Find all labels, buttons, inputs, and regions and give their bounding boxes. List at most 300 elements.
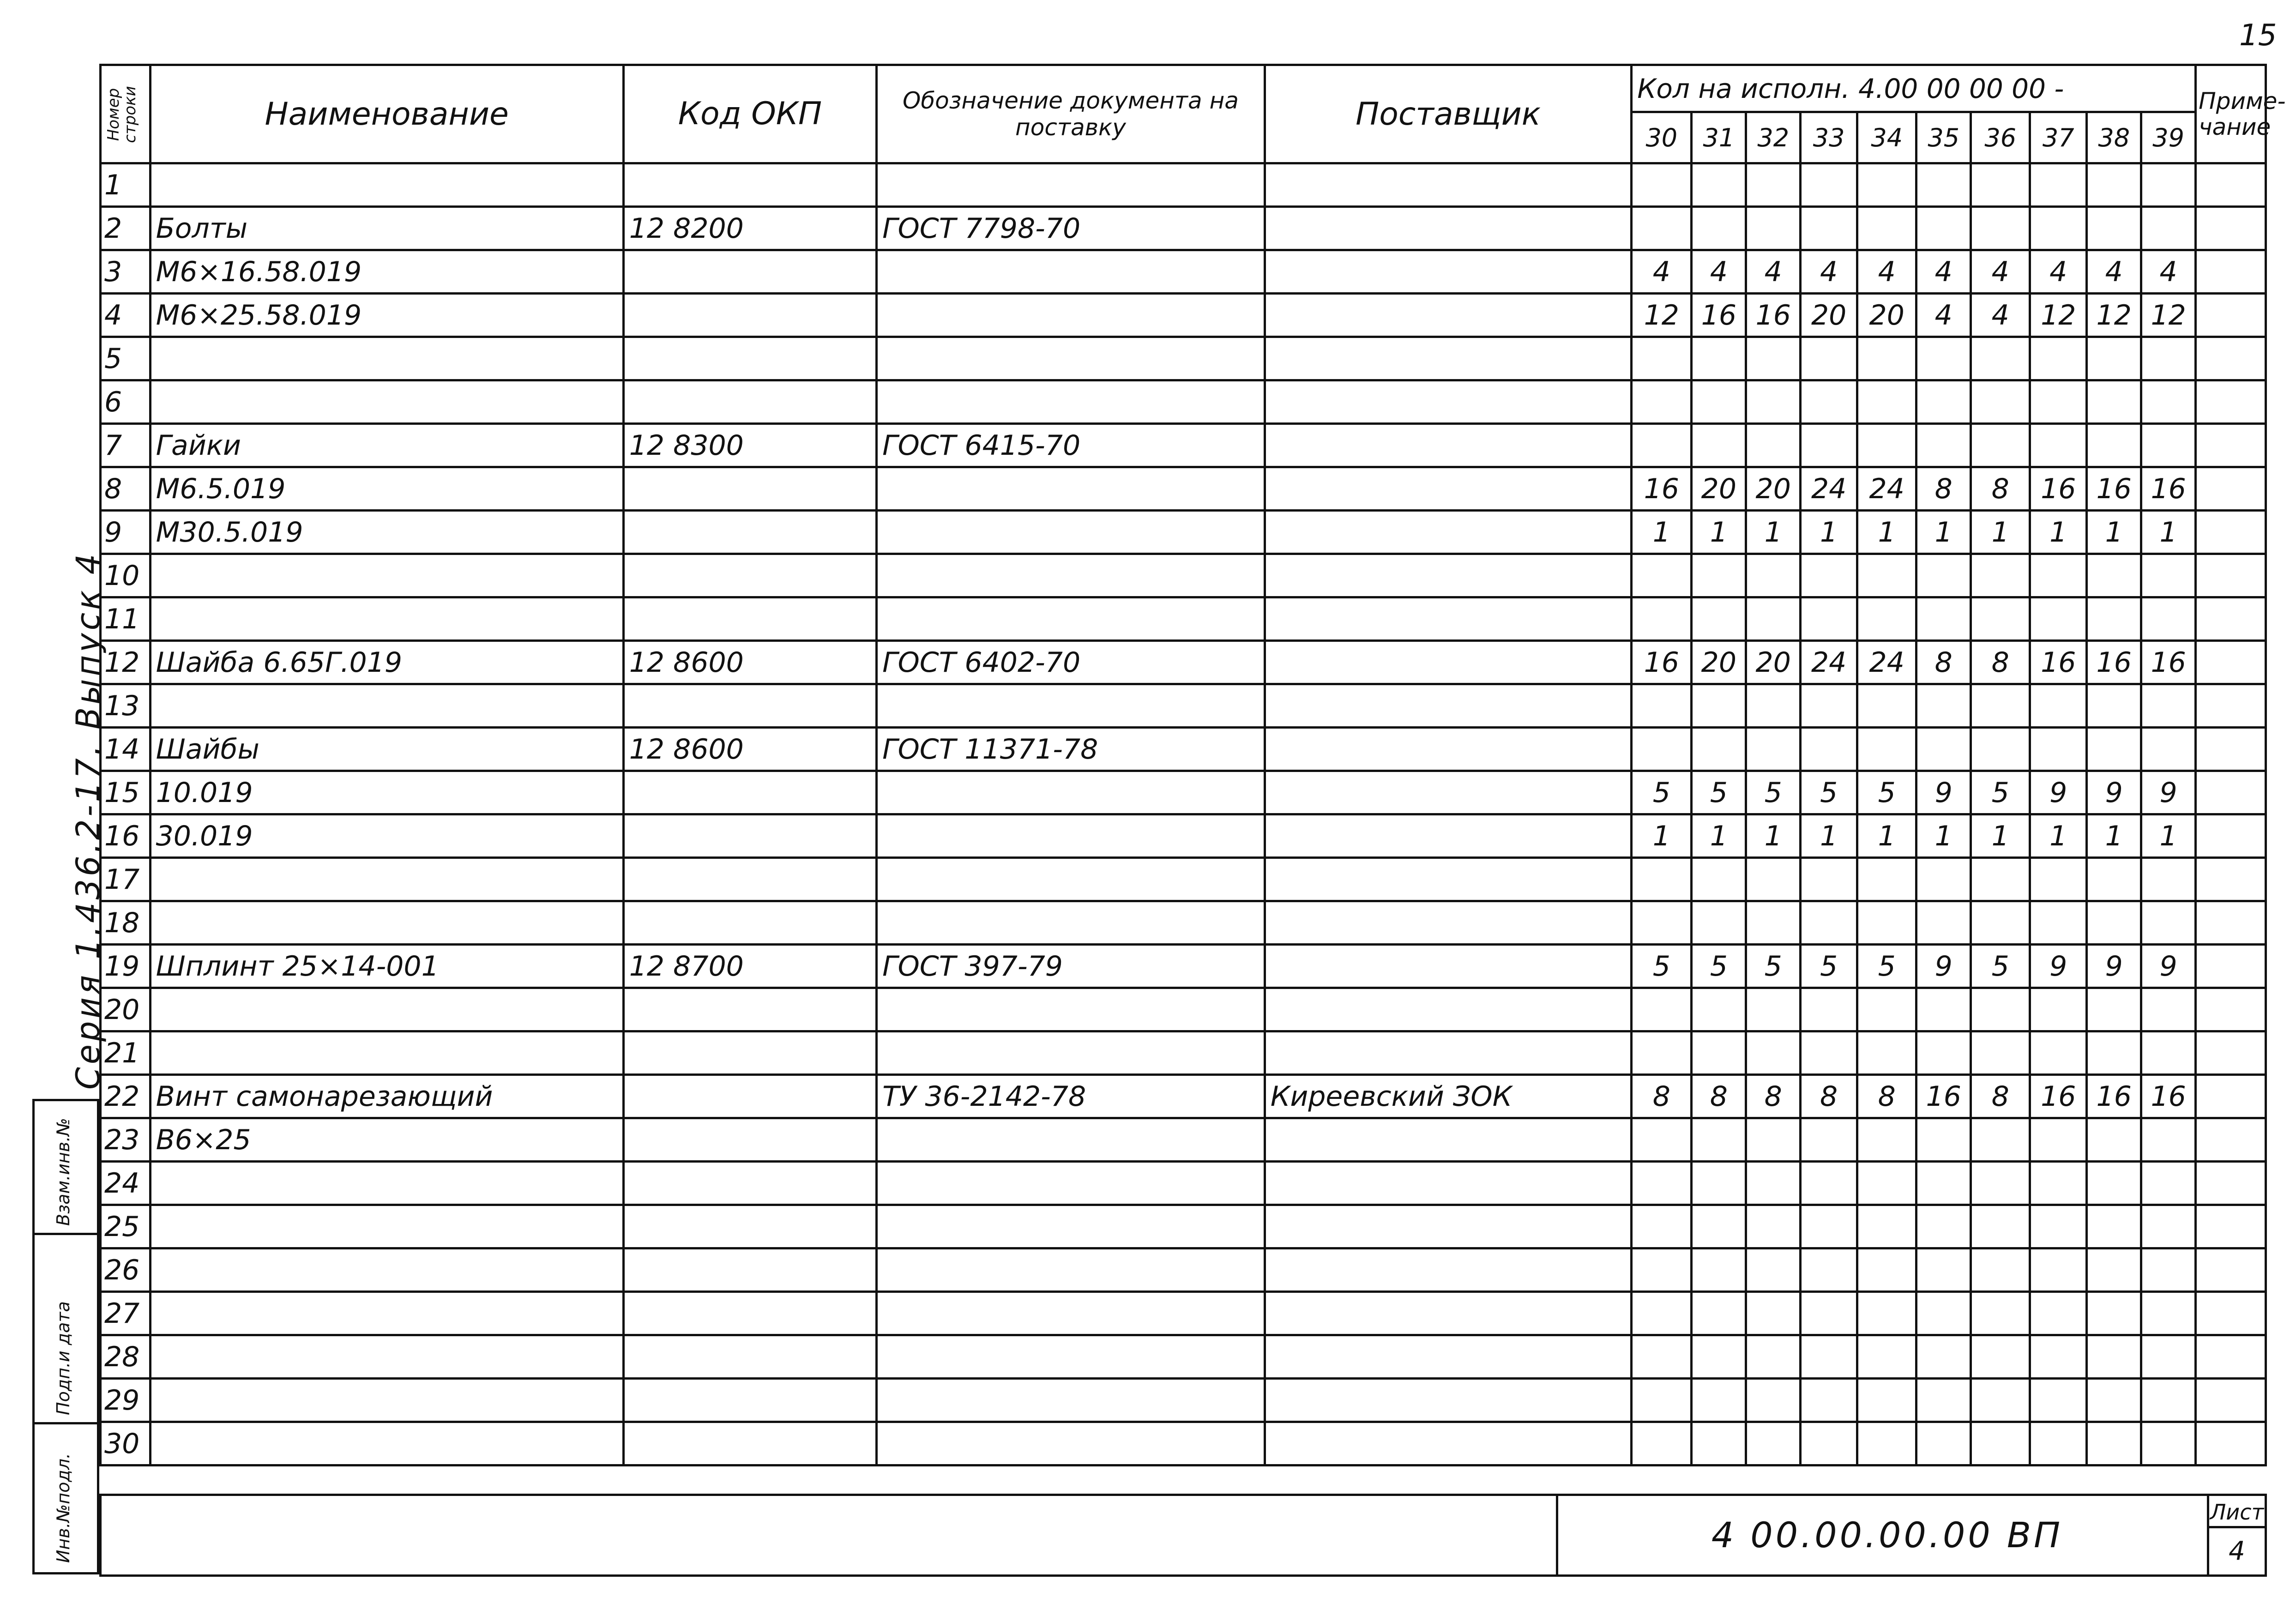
qty-cell <box>2087 337 2141 380</box>
qty-cell <box>2087 424 2141 467</box>
qty-cell <box>2087 1031 2141 1075</box>
qty-cell: 1 <box>1746 814 1801 858</box>
qty-cell <box>1801 424 1857 467</box>
code-cell <box>623 1031 876 1075</box>
qty-cell: 1 <box>1746 511 1801 554</box>
header-variant: 37 <box>2030 112 2087 163</box>
row-number-cell: 23 <box>101 1118 151 1162</box>
qty-cell: 16 <box>2141 1075 2196 1118</box>
qty-cell <box>2087 1292 2141 1335</box>
header-variant: 30 <box>1632 112 1692 163</box>
qty-cell <box>1857 424 1916 467</box>
qty-cell <box>1746 1292 1801 1335</box>
row-number-cell: 14 <box>101 728 151 771</box>
doc-cell <box>877 294 1265 337</box>
qty-cell: 16 <box>2141 641 2196 684</box>
name-cell: Гайки <box>150 424 623 467</box>
qty-cell: 5 <box>1971 945 2030 988</box>
table-row <box>101 684 2266 728</box>
qty-cell: 1 <box>2141 814 2196 858</box>
qty-cell <box>1801 901 1857 945</box>
qty-cell <box>1692 597 1746 641</box>
row-number-cell: 6 <box>101 380 151 424</box>
qty-cell: 8 <box>1692 1075 1746 1118</box>
qty-cell <box>2030 207 2087 250</box>
code-cell <box>623 294 876 337</box>
qty-cell <box>1857 901 1916 945</box>
qty-cell <box>1632 424 1692 467</box>
specification-table <box>99 64 2286 1466</box>
qty-cell <box>1971 858 2030 901</box>
qty-cell <box>2030 424 2087 467</box>
qty-cell <box>1857 1248 1916 1292</box>
qty-cell <box>1632 1248 1692 1292</box>
doc-cell <box>877 337 1265 380</box>
table-row <box>101 1335 2266 1379</box>
row-number-cell: 17 <box>101 858 151 901</box>
qty-cell: 4 <box>2141 250 2196 294</box>
qty-cell <box>2141 207 2196 250</box>
qty-cell <box>1632 207 1692 250</box>
qty-cell <box>2141 554 2196 597</box>
qty-cell: 9 <box>2141 771 2196 814</box>
table-row <box>101 814 2266 858</box>
qty-cell: 24 <box>1857 467 1916 511</box>
qty-cell: 1 <box>1692 511 1746 554</box>
qty-cell <box>1971 380 2030 424</box>
qty-cell: 5 <box>1801 945 1857 988</box>
stamp-cell-inventory <box>35 1424 97 1572</box>
doc-cell <box>877 1031 1265 1075</box>
qty-cell <box>1801 1031 1857 1075</box>
qty-cell: 16 <box>1632 467 1692 511</box>
qty-cell <box>2087 1422 2141 1465</box>
qty-cell <box>1971 901 2030 945</box>
qty-cell <box>2087 1335 2141 1379</box>
qty-cell <box>1971 554 2030 597</box>
qty-cell: 8 <box>1971 641 2030 684</box>
header-code: Код ОКП <box>623 65 876 163</box>
qty-cell: 4 <box>1971 294 2030 337</box>
qty-cell: 8 <box>1971 1075 2030 1118</box>
name-cell <box>150 1422 623 1465</box>
qty-cell <box>1801 597 1857 641</box>
qty-cell: 24 <box>1857 641 1916 684</box>
doc-cell <box>877 858 1265 901</box>
qty-cell: 16 <box>2087 467 2141 511</box>
table-row <box>101 511 2266 554</box>
qty-cell <box>1746 858 1801 901</box>
qty-cell <box>1916 163 1971 207</box>
qty-cell <box>1801 988 1857 1031</box>
row-number-cell: 10 <box>101 554 151 597</box>
header-variant: 33 <box>1801 112 1857 163</box>
code-cell <box>623 684 876 728</box>
note-cell <box>2196 250 2266 294</box>
supplier-cell <box>1265 988 1631 1031</box>
doc-cell <box>877 1162 1265 1205</box>
qty-cell <box>1692 858 1746 901</box>
qty-cell <box>1632 728 1692 771</box>
qty-cell: 1 <box>1971 814 2030 858</box>
qty-cell <box>1692 728 1746 771</box>
qty-cell <box>1971 1422 2030 1465</box>
qty-cell <box>1801 207 1857 250</box>
qty-cell: 1 <box>2087 511 2141 554</box>
qty-cell <box>1971 207 2030 250</box>
doc-cell <box>877 1248 1265 1292</box>
qty-cell: 9 <box>2087 945 2141 988</box>
qty-cell <box>2087 163 2141 207</box>
qty-cell <box>1692 901 1746 945</box>
qty-cell <box>1916 1335 1971 1379</box>
row-number-cell: 28 <box>101 1335 151 1379</box>
qty-cell: 16 <box>2087 641 2141 684</box>
code-cell <box>623 511 876 554</box>
table-row <box>101 1248 2266 1292</box>
table-row <box>101 1031 2266 1075</box>
qty-cell <box>2030 1248 2087 1292</box>
qty-cell: 20 <box>1801 294 1857 337</box>
note-cell <box>2196 858 2266 901</box>
qty-cell <box>1746 207 1801 250</box>
name-cell: Шайбы <box>150 728 623 771</box>
supplier-cell: Киреевский ЗОК <box>1265 1075 1631 1118</box>
name-cell: М30.5.019 <box>150 511 623 554</box>
qty-cell <box>1857 858 1916 901</box>
qty-cell <box>1801 1335 1857 1379</box>
qty-cell: 9 <box>2141 945 2196 988</box>
stamp-replacement-label: Взам.инв.№ <box>53 1118 73 1226</box>
qty-cell <box>1916 728 1971 771</box>
name-cell <box>150 684 623 728</box>
qty-cell: 8 <box>1801 1075 1857 1118</box>
qty-cell <box>1746 597 1801 641</box>
qty-cell <box>1746 554 1801 597</box>
name-cell: 30.019 <box>150 814 623 858</box>
qty-cell <box>1801 163 1857 207</box>
stamp-signature-label: Подп.и дата <box>53 1301 73 1415</box>
qty-cell <box>1857 1335 1916 1379</box>
qty-cell <box>1632 1118 1692 1162</box>
qty-cell <box>1632 1379 1692 1422</box>
table-row <box>101 554 2266 597</box>
qty-cell <box>2141 597 2196 641</box>
qty-cell: 16 <box>1632 641 1692 684</box>
doc-cell <box>877 771 1265 814</box>
note-cell <box>2196 424 2266 467</box>
note-cell <box>2196 597 2266 641</box>
qty-cell <box>1916 1031 1971 1075</box>
qty-cell: 4 <box>1857 250 1916 294</box>
supplier-cell <box>1265 1031 1631 1075</box>
note-cell <box>2196 728 2266 771</box>
qty-cell <box>2087 1162 2141 1205</box>
qty-cell <box>1916 988 1971 1031</box>
table-row <box>101 294 2266 337</box>
code-cell <box>623 1292 876 1335</box>
code-cell <box>623 1162 876 1205</box>
note-cell <box>2196 511 2266 554</box>
code-cell <box>623 901 876 945</box>
table-row <box>101 597 2266 641</box>
qty-cell <box>2141 1379 2196 1422</box>
qty-cell <box>1857 728 1916 771</box>
qty-cell: 4 <box>1801 250 1857 294</box>
header-qty-title: Кол на исполн. 4.00 00 00 00 - <box>1632 65 2196 112</box>
qty-cell: 8 <box>1916 641 1971 684</box>
qty-cell <box>1971 1292 2030 1335</box>
doc-cell <box>877 597 1265 641</box>
row-number-cell: 15 <box>101 771 151 814</box>
supplier-cell <box>1265 1118 1631 1162</box>
note-cell <box>2196 684 2266 728</box>
qty-cell <box>1692 1422 1746 1465</box>
qty-cell <box>1971 1379 2030 1422</box>
name-cell <box>150 554 623 597</box>
doc-cell <box>877 163 1265 207</box>
note-cell <box>2196 901 2266 945</box>
qty-cell <box>1692 1205 1746 1248</box>
qty-cell <box>1801 1205 1857 1248</box>
qty-cell: 12 <box>2087 294 2141 337</box>
note-cell <box>2196 1292 2266 1335</box>
qty-cell <box>1916 858 1971 901</box>
qty-cell <box>1971 424 2030 467</box>
qty-cell: 20 <box>1746 641 1801 684</box>
qty-cell <box>1632 1205 1692 1248</box>
row-number-cell: 2 <box>101 207 151 250</box>
row-number-cell: 22 <box>101 1075 151 1118</box>
supplier-cell <box>1265 1335 1631 1379</box>
table-row <box>101 250 2266 294</box>
qty-cell: 1 <box>1857 511 1916 554</box>
supplier-cell <box>1265 554 1631 597</box>
qty-cell <box>2087 554 2141 597</box>
qty-cell: 8 <box>1916 467 1971 511</box>
code-cell <box>623 337 876 380</box>
header-variant: 32 <box>1746 112 1801 163</box>
qty-cell <box>1692 1248 1746 1292</box>
name-cell: Винт самонарезающий <box>150 1075 623 1118</box>
qty-cell <box>1916 554 1971 597</box>
qty-cell: 16 <box>1746 294 1801 337</box>
qty-cell <box>1857 380 1916 424</box>
doc-cell: ТУ 36-2142-78 <box>877 1075 1265 1118</box>
qty-cell <box>1746 1379 1801 1422</box>
qty-cell <box>2087 901 2141 945</box>
qty-cell <box>2087 988 2141 1031</box>
qty-cell <box>1632 988 1692 1031</box>
supplier-cell <box>1265 467 1631 511</box>
code-cell <box>623 163 876 207</box>
table-row <box>101 1422 2266 1465</box>
qty-cell <box>1801 684 1857 728</box>
qty-cell <box>1857 207 1916 250</box>
qty-cell <box>1632 597 1692 641</box>
qty-cell <box>1632 1292 1692 1335</box>
qty-cell: 4 <box>1692 250 1746 294</box>
title-block <box>99 1494 2267 1577</box>
qty-cell: 9 <box>2030 945 2087 988</box>
table-row <box>101 771 2266 814</box>
stamp-cell-replacement <box>35 1101 97 1235</box>
note-cell <box>2196 988 2266 1031</box>
qty-cell: 4 <box>2030 250 2087 294</box>
supplier-cell <box>1265 1379 1631 1422</box>
header-doc: Обозначение документа на поставку <box>877 65 1265 163</box>
code-cell <box>623 1335 876 1379</box>
qty-cell: 16 <box>1692 294 1746 337</box>
qty-cell <box>1971 163 2030 207</box>
qty-cell <box>1692 554 1746 597</box>
qty-cell: 12 <box>1632 294 1692 337</box>
qty-cell <box>1746 1118 1801 1162</box>
qty-cell <box>1632 1335 1692 1379</box>
doc-cell: ГОСТ 11371-78 <box>877 728 1265 771</box>
note-cell <box>2196 207 2266 250</box>
qty-cell: 4 <box>1916 250 1971 294</box>
qty-cell <box>1692 1292 1746 1335</box>
qty-cell <box>2141 901 2196 945</box>
qty-cell <box>2141 1422 2196 1465</box>
qty-cell <box>1746 1031 1801 1075</box>
qty-cell: 12 <box>2030 294 2087 337</box>
table-row <box>101 641 2266 684</box>
code-cell <box>623 1205 876 1248</box>
qty-cell <box>2141 380 2196 424</box>
note-cell <box>2196 814 2266 858</box>
code-cell: 12 8600 <box>623 728 876 771</box>
qty-cell <box>1916 597 1971 641</box>
qty-cell <box>2087 1379 2141 1422</box>
supplier-cell <box>1265 250 1631 294</box>
code-cell <box>623 858 876 901</box>
header-supplier: Поставщик <box>1265 65 1631 163</box>
qty-cell <box>1746 1205 1801 1248</box>
name-cell: М6.5.019 <box>150 467 623 511</box>
qty-cell <box>1857 163 1916 207</box>
header-variant: 35 <box>1916 112 1971 163</box>
qty-cell <box>1692 337 1746 380</box>
qty-cell <box>2030 728 2087 771</box>
header-variant: 31 <box>1692 112 1746 163</box>
qty-cell: 24 <box>1801 467 1857 511</box>
row-number-cell: 29 <box>101 1379 151 1422</box>
table-row <box>101 467 2266 511</box>
supplier-cell <box>1265 294 1631 337</box>
doc-cell <box>877 1335 1265 1379</box>
table-row <box>101 1379 2266 1422</box>
code-cell: 12 8700 <box>623 945 876 988</box>
code-cell <box>623 467 876 511</box>
name-cell <box>150 988 623 1031</box>
qty-cell <box>2141 1031 2196 1075</box>
supplier-cell <box>1265 945 1631 988</box>
name-cell: 10.019 <box>150 771 623 814</box>
doc-cell: ГОСТ 6415-70 <box>877 424 1265 467</box>
name-cell <box>150 380 623 424</box>
row-number-cell: 27 <box>101 1292 151 1335</box>
qty-cell: 1 <box>1632 814 1692 858</box>
table-row <box>101 1205 2266 1248</box>
table-row <box>101 337 2266 380</box>
qty-cell <box>2030 163 2087 207</box>
row-number-cell: 12 <box>101 641 151 684</box>
qty-cell <box>1692 684 1746 728</box>
note-cell <box>2196 1075 2266 1118</box>
row-number-cell: 4 <box>101 294 151 337</box>
doc-cell <box>877 1422 1265 1465</box>
qty-cell <box>2087 597 2141 641</box>
code-cell <box>623 1248 876 1292</box>
stamp-cell-signature <box>35 1235 97 1424</box>
name-cell <box>150 1335 623 1379</box>
supplier-cell <box>1265 1205 1631 1248</box>
doc-cell: ГОСТ 397-79 <box>877 945 1265 988</box>
doc-cell <box>877 380 1265 424</box>
doc-cell <box>877 511 1265 554</box>
table-row <box>101 163 2266 207</box>
qty-cell: 16 <box>2030 1075 2087 1118</box>
name-cell: Шайба 6.65Г.019 <box>150 641 623 684</box>
table-row <box>101 945 2266 988</box>
qty-cell: 1 <box>1857 814 1916 858</box>
row-number-cell: 11 <box>101 597 151 641</box>
qty-cell <box>1632 901 1692 945</box>
name-cell: Шплинт 25×14-001 <box>150 945 623 988</box>
code-cell <box>623 380 876 424</box>
qty-cell <box>1916 684 1971 728</box>
code-cell <box>623 554 876 597</box>
note-cell <box>2196 554 2266 597</box>
table-row <box>101 207 2266 250</box>
supplier-cell <box>1265 814 1631 858</box>
doc-cell <box>877 684 1265 728</box>
row-number-cell: 8 <box>101 467 151 511</box>
row-number-cell: 19 <box>101 945 151 988</box>
qty-cell <box>1746 163 1801 207</box>
qty-cell <box>1801 554 1857 597</box>
qty-cell <box>2030 554 2087 597</box>
qty-cell: 16 <box>2141 467 2196 511</box>
qty-cell <box>1857 1379 1916 1422</box>
name-cell <box>150 1205 623 1248</box>
table-row <box>101 424 2266 467</box>
note-cell <box>2196 1379 2266 1422</box>
code-cell: 12 8200 <box>623 207 876 250</box>
qty-cell <box>1971 1335 2030 1379</box>
qty-cell <box>1632 380 1692 424</box>
qty-cell: 20 <box>1692 641 1746 684</box>
stamp-inventory-label: Инв.№подл. <box>53 1453 73 1563</box>
qty-cell <box>1916 1422 1971 1465</box>
qty-cell: 9 <box>2030 771 2087 814</box>
qty-cell <box>1857 554 1916 597</box>
qty-cell <box>1746 901 1801 945</box>
qty-cell <box>1857 337 1916 380</box>
header-row-number: Номер строки <box>101 65 151 163</box>
row-number-cell: 1 <box>101 163 151 207</box>
qty-cell: 4 <box>1971 250 2030 294</box>
qty-cell: 1 <box>2087 814 2141 858</box>
qty-cell <box>1746 684 1801 728</box>
qty-cell <box>2141 1205 2196 1248</box>
name-cell: М6×16.58.019 <box>150 250 623 294</box>
qty-cell <box>1916 380 1971 424</box>
qty-cell: 5 <box>1801 771 1857 814</box>
code-cell <box>623 1422 876 1465</box>
